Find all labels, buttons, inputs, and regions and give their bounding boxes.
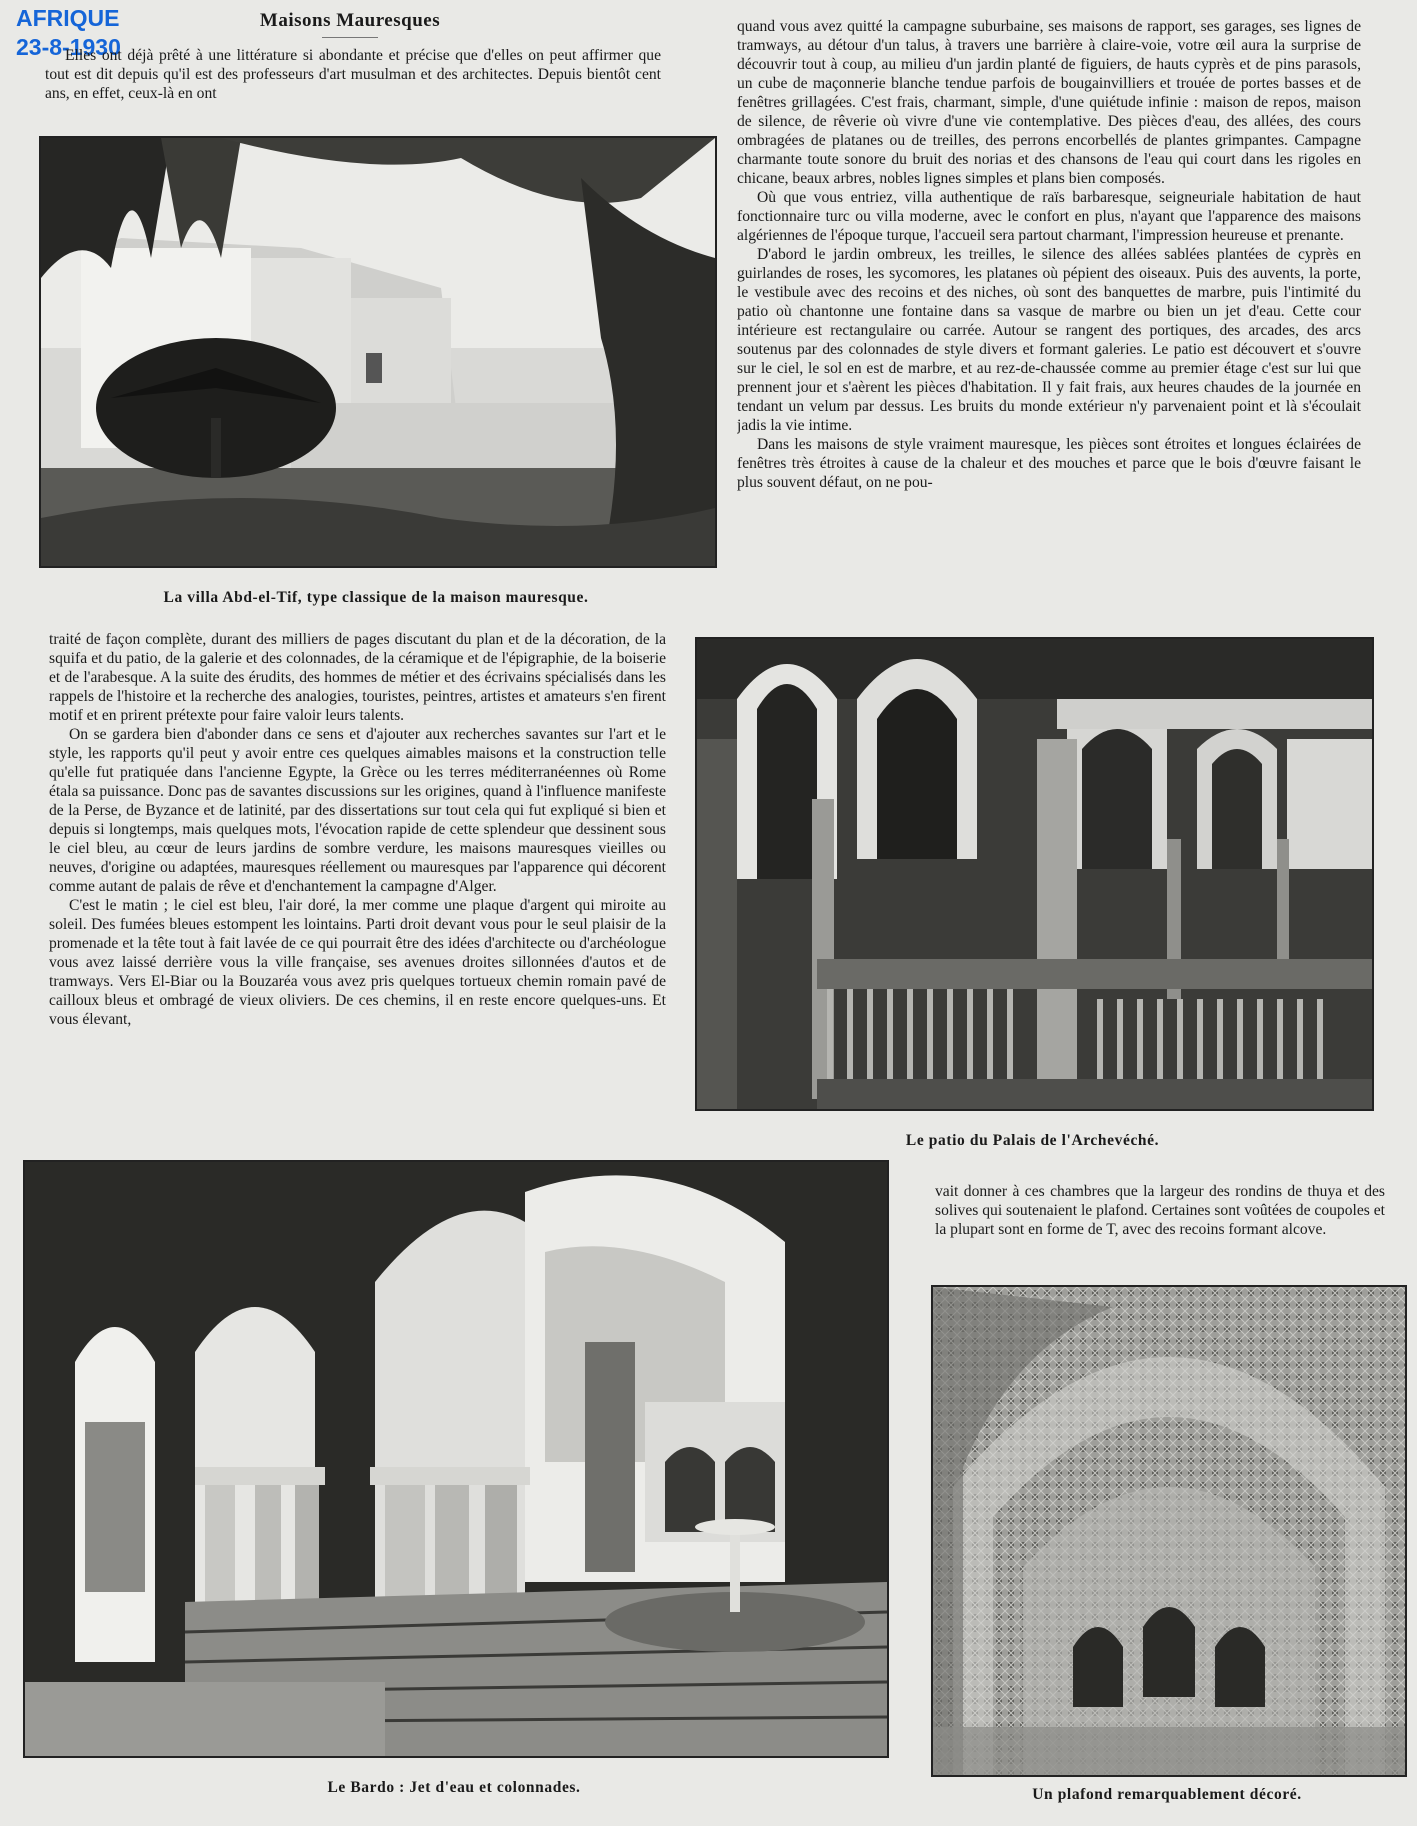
article-title: Maisons Mauresques xyxy=(259,10,441,31)
paragraph: Où que vous entriez, villa authentique de raïs barbaresque, seigneuriale habitation de haut fonctionnaire turc ou villa moderne, avec le confort en plus, n'ayant que l'apparence des maisons algériennes de l'époque turque, l'accueil sera partout charmant, l'impression heureuse et prenante. xyxy=(737,189,1361,244)
paragraph: On se gardera bien d'abonder dans ce sens et d'ajouter aux recherches savantes sur l'art et le style, les rapports qu'il peut y avoir entre ces quelques aimables maisons et la construction telle qu'elle fut pratiquée dans l'ancienne Egypte, la Grèce ou les terres méditerranéennes où Rome étala sa puissance. Donc pas de savantes discussions sur les origines, quand à l'influence manifeste de la Perse, de Byzance et de latinité, par des dissertations sur tout cela qui fut expliqué si bien et depuis si longtemps, mais quelques mots, l'évocation rapide de cette splendeur que dessinent sous le ciel bleu, au cœur de leurs jardins de sombre verdure, les maisons mauresques vieilles ou neuves, d'origine ou adaptées, mauresques réellement ou mauresques par l'apparence qui décorent comme autant de palais de rêve et d'enchantement la campagne d'Alger. xyxy=(49,726,666,895)
stamp-source: AFRIQUE xyxy=(16,5,120,31)
paragraph: C'est le matin ; le ciel est bleu, l'air doré, la mer comme une plaque d'argent qui miroite au soleil. Des fumées bleues estompent les lointains. Parti droit devant vous pour le seul plaisir de la promenade et la tête tout à fait lavée de ce qui pourrait être des idées d'architecte ou d'archéologue vous avez laissé derrière vous la ville française, ses avenues droites sillonnées d'autos et de tramways. Vers El-Biar ou la Bouzaréa vous avez pris quelques tortueux chemin romain pavé de cailloux bleus et ombragé de vieux oliviers. De ces chemins, il en reste encore quelques-uns. Et vous élevant, xyxy=(49,897,666,1028)
paragraph: vait donner à ces chambres que la largeur des rondins de thuya et des solives qui soutenaient le plafond. Certaines sont voûtées de coupoles et la plupart sont en forme de T, avec des recoins formant alcove. xyxy=(935,1183,1385,1238)
photo-villa-abd-el-tif xyxy=(39,136,717,568)
photo-patio-archeveche xyxy=(695,637,1374,1111)
text-column-right-lower xyxy=(935,1182,1385,1262)
caption-patio: Le patio du Palais de l'Archevéché. xyxy=(905,1132,1160,1149)
caption-plafond: Un plafond remarquablement décoré. xyxy=(1032,1786,1302,1803)
title-rule xyxy=(322,37,378,38)
photo-plafond-decore xyxy=(931,1285,1407,1777)
text-column-right-upper xyxy=(737,17,1361,607)
paragraph: Dans les maisons de style vraiment mauresque, les pièces sont étroites et longues éclairées de fenêtres très étroites à cause de la chaleur et des mouches et parce que le bois d'œuvre faisant le plus souvent défaut, on ne pou- xyxy=(737,436,1361,491)
photo-bardo-colonnades xyxy=(23,1160,889,1758)
text-column-left-middle xyxy=(49,630,666,1142)
intro-text: Elles ont déjà prêté à une littérature si abondante et précise que d'elles on peut affirmer que tout est dit depuis qu'il est des professeurs d'art musulman et des architectes. Depuis bientôt cent ans, en effet, ceux-là en ont xyxy=(45,47,661,102)
paragraph: traité de façon complète, durant des milliers de pages discutant du plan et de la décoration, de la squifa et du patio, de la galerie et des colonnades, de la céramique et de l'épigraphie, de la boiserie et de l'arabesque. A la suite des érudits, des hommes de métier et des écrivains spécialisés dans les rappels de l'histoire et la recherche des analogies, touristes, peintres, artistes et amateurs s'en firent motif et en prirent prétexte pour faire valoir leurs talents. xyxy=(49,631,666,724)
paragraph: D'abord le jardin ombreux, les treilles, le silence des allées sablées plantées de cyprès en guirlandes de roses, les sycomores, les platanes où pépient des oiseaux. Puis des auvents, la porte, le vestibule avec des recoins et des niches, où sont des banquettes de marbre, puis l'intimité du patio où chantonne une fontaine dans sa vasque de marbre ou bien un jet d'eau. Cette cour intérieure est rectangulaire ou carrée. Autour se rangent des portiques, des arcades, des arcs soutenus par des colonnades de style divers et formant galeries. Le patio est découvert et s'ouvre sur le ciel, le sol en est de marbre, et au rez-de-chaussée comme au premier étage c'est sur lui que prennent jour et s'aèrent les pièces d'habitation. Il y fait frais, aux heures chaudes de la journée en tendant un velum par dessus. Les bruits du monde extérieur n'y parvenaient point et là s'écoulait jadis la vie intime. xyxy=(737,246,1361,434)
stamp-date: 23-8-1930 xyxy=(16,34,121,60)
caption-bardo: Le Bardo : Jet d'eau et colonnades. xyxy=(327,1779,581,1796)
intro-paragraph xyxy=(45,46,661,120)
paragraph: quand vous avez quitté la campagne suburbaine, ses maisons de rapport, ses garages, ses lignes de tramways, au détour d'un talus, à travers une barrière à claire-voie, votre œil aura la surprise de découvrir tout à coup, au milieu d'un jardin planté de figuiers, de hauts cyprès et de pins parasols, un cube de maçonnerie blanche tendue parfois de bougainvilliers et trouée de portes basses et de fenêtres grillagées. C'est frais, charmant, simple, d'une quiétude infinie : maison de repos, maison de silence, de rêverie où vivre d'une vie contemplative. Des pièces d'eau, des allées, des cours ombragées de platanes ou de treilles, des perrons encorbellés de plantes grimpantes. Campagne charmante toute sonore du bruit des norias et des chansons de l'eau qui court dans les rigoles en chicane, beaux arbres, nobles lignes simples et plans bien composés. xyxy=(737,18,1361,187)
caption-villa: La villa Abd-el-Tif, type classique de la maison mauresque. xyxy=(163,589,589,606)
